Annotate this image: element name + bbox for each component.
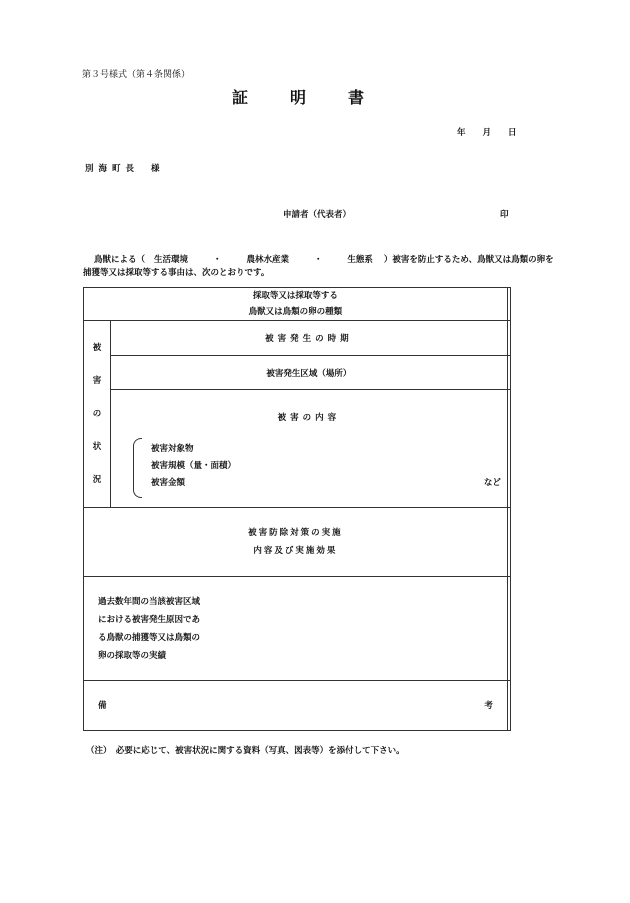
applicant-label: 申請者（代表者） — [283, 210, 352, 220]
table-row — [84, 356, 511, 390]
addressee-name: 別海町長 — [85, 164, 140, 174]
option-separator: ・ — [313, 255, 323, 265]
damage-status-side-label: 被 害 の 状 況 — [84, 321, 111, 508]
addressee — [85, 162, 160, 174]
date-month: 月 — [482, 128, 491, 138]
title-char: 明 — [290, 88, 307, 107]
measures-field[interactable] — [507, 508, 510, 577]
table-row — [84, 321, 511, 356]
date-year: 年 — [457, 128, 466, 138]
species-field[interactable] — [507, 288, 510, 321]
title-char: 書 — [348, 88, 365, 107]
table-row — [84, 681, 511, 731]
intro-prefix: 鳥獣による（ — [94, 255, 146, 265]
remarks-field[interactable] — [507, 681, 510, 731]
table-row — [84, 508, 511, 577]
bracket-shape — [133, 438, 142, 498]
seal-mark: 印 — [500, 210, 509, 220]
damage-content-field[interactable] — [507, 390, 510, 508]
date-day: 日 — [507, 128, 517, 138]
damage-area-field[interactable] — [507, 356, 510, 390]
table-row — [84, 288, 511, 321]
intro-line-1 — [94, 253, 554, 265]
addressee-honorific: 様 — [151, 164, 160, 174]
damage-content-label: 被害の内容 被害対象物 被害規模（量・面積） 被害金額 など — [111, 390, 508, 508]
past-record-label: 過去数年間の当該被害区域 における被害発生原因であ る鳥獣の捕獲等又は鳥類の 卵の採取等の実績 — [84, 577, 508, 681]
document-title — [232, 85, 364, 108]
option-living-environment: 生活環境 — [153, 255, 188, 265]
option-ecosystem: 生態系 — [347, 255, 373, 265]
damage-time-label: 被害発生の時期 — [111, 321, 508, 356]
damage-area-label: 被害発生区域（場所） — [111, 356, 508, 390]
remarks-label: 備 考 — [84, 681, 508, 731]
intro-suffix: ）被害を防止するため、鳥獣又は鳥類の卵を — [383, 255, 554, 265]
option-separator: ・ — [212, 255, 222, 265]
damage-certificate-table — [83, 287, 511, 731]
footer-note: （注） 必要に応じて、被害状況に関する資料（写真、図表等）を添付して下さい。 — [86, 746, 405, 756]
form-number: 第３号様式（第４条関係） — [82, 70, 191, 80]
title-char: 証 — [232, 88, 249, 107]
species-label: 採取等又は採取等する 鳥獣又は鳥類の卵の種類 — [84, 288, 508, 321]
intro-line-2: 捕獲等又は採取等する事由は、次のとおりです。 — [83, 268, 270, 278]
table-row — [84, 577, 511, 681]
option-agriculture: 農林水産業 — [246, 255, 289, 265]
table-row — [84, 390, 511, 508]
date-line — [457, 126, 530, 138]
measures-label: 被害防除対策の実施 内容及び実施効果 — [84, 508, 508, 577]
damage-time-field[interactable] — [507, 321, 510, 356]
past-record-field[interactable] — [507, 577, 510, 681]
